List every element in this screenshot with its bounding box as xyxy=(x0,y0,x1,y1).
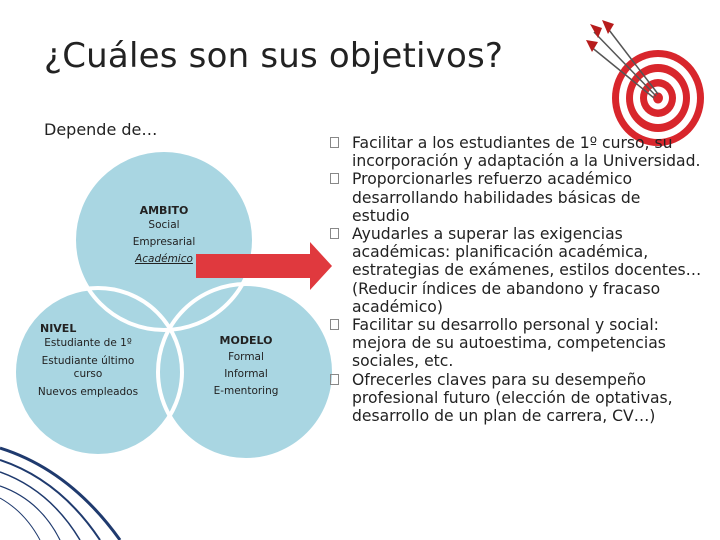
bullet-box-icon xyxy=(330,374,339,385)
objective-text: Ofrecerles claves para su desempeño profesional futuro (elección de optativas, desarrollo de un plan de carrera, CV…) xyxy=(352,370,673,426)
venn-nivel-line: Estudiante último curso xyxy=(41,355,135,380)
venn-modelo-line: Formal xyxy=(228,351,264,363)
objective-item xyxy=(330,316,702,371)
objective-text: Ayudarles a superar las exigencias académicas: planificación académica, estrategias de exámenes, estilos docentes… (Reducir índices de abandono y fracaso académico) xyxy=(352,225,702,316)
bullet-box-icon xyxy=(330,173,339,184)
objectives-list xyxy=(330,134,702,425)
venn-modelo-line: Informal xyxy=(224,368,268,380)
objective-text: Proporcionarles refuerzo académico desarrollando habilidades básicas de estudio xyxy=(352,170,641,225)
objective-item xyxy=(330,371,702,426)
venn-nivel-line: Estudiante de 1º xyxy=(44,337,132,349)
objective-item xyxy=(330,170,702,225)
venn-ambito-line: Social xyxy=(148,219,180,231)
venn-modelo-head: MODELO xyxy=(219,334,273,347)
objective-text: Facilitar su desarrollo personal y social: mejora de su autoestima, competencias sociales, etc. xyxy=(352,316,666,371)
bullet-box-icon xyxy=(330,137,339,148)
objective-item xyxy=(330,225,702,316)
venn-nivel-head: NIVEL xyxy=(40,322,77,335)
venn-ambito-line: Empresarial xyxy=(132,236,196,248)
venn-ambito-line: Académico xyxy=(135,253,193,265)
slide-title: ¿Cuáles son sus objetivos? xyxy=(44,36,504,76)
bullet-box-icon xyxy=(330,319,339,330)
venn-nivel-text xyxy=(36,322,140,399)
venn-ambito-text xyxy=(110,204,218,268)
objective-text: Facilitar a los estudiantes de 1º curso, su incorporación y adaptación a la Universidad. xyxy=(352,134,701,171)
venn-modelo-line: E-mentoring xyxy=(213,385,279,397)
venn-ambito-head: AMBITO xyxy=(139,204,189,217)
venn-modelo-text xyxy=(200,334,292,400)
slide-subtitle: Depende de… xyxy=(44,120,158,139)
objective-item xyxy=(330,134,702,170)
bullet-box-icon xyxy=(330,228,339,239)
venn-nivel-line: Nuevos empleados xyxy=(37,386,139,398)
